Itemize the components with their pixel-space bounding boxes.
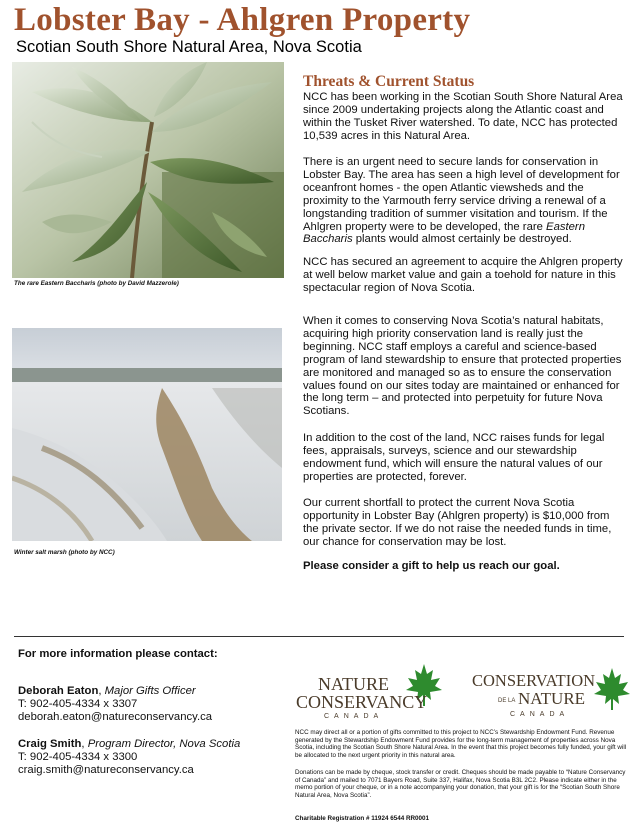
- divider: [14, 636, 624, 637]
- species-name: Eastern Baccharis: [303, 220, 585, 246]
- contact-name-line: Craig Smith, Program Director, Nova Scotia: [18, 738, 241, 750]
- logo-text-nature: NATURE: [318, 674, 389, 694]
- contact-name: Craig Smith: [18, 738, 82, 750]
- paragraph: Our current shortfall to protect the current Nova Scotia opportunity in Lobster Bay (Ahlgren property) is $10,000 from the private sector. If we do not raise the needed funds in time, our chance for conservation may be lost.: [303, 497, 612, 548]
- paragraph: When it comes to conserving Nova Scotia’s natural habitats, acquiring high priority conservation land is really just the beginning. NCC staff employs a careful and science-based program of land stewardship to ensure that protected properties are monitored and managed so as to ensure the conservation values found on our sites today are maintained or enhanced for the long term – and protected into perpetuity for future Nova Scotians.: [303, 315, 622, 418]
- contact-name: Deborah Eaton: [18, 685, 99, 697]
- logo-text-nature: NATURE: [518, 689, 586, 708]
- fine-print: Donations can be made by cheque, stock transfer or credit. Cheques should be made payable to “Nature Conservancy of Canada” and mailed to 7071 Bayers Road, Suite 337, Halifax, Nova Scotia B3L 2C2. Please indicate either in the memo portion of your cheque, or in a note accompanying your donation, that your gift is for the “Scotian South Shore Natural Area, Nova Scotia”.: [295, 769, 626, 799]
- contact-email[interactable]: craig.smith@natureconservancy.ca: [18, 764, 194, 776]
- charitable-registration: Charitable Registration # 11924 6544 RR0001: [295, 815, 430, 822]
- call-to-action: Please consider a gift to help us reach our goal.: [303, 560, 560, 572]
- contact-name-line: Deborah Eaton, Major Gifts Officer: [18, 685, 196, 697]
- logo-text-conservancy: CONSERVANCY: [296, 692, 428, 712]
- photo2-caption: Winter salt marsh (photo by NCC): [14, 549, 115, 556]
- paragraph: [303, 156, 625, 246]
- contact-heading: For more information please contact:: [18, 648, 218, 660]
- section-heading: Threats & Current Status: [303, 73, 475, 90]
- contact-card: [18, 738, 240, 777]
- winter-salt-marsh-photo: [12, 328, 282, 541]
- paragraph: NCC has been working in the Scotian South Shore Natural Area since 2009 undertaking projects along the Atlantic coast and within the Tusket River watershed. To date, NCC has protected 10,539 acres in this Natural Area.: [303, 91, 623, 142]
- contact-role: Major Gifts Officer: [104, 685, 196, 697]
- contact-phone: T: 902-405-4334 x 3300: [18, 751, 138, 763]
- maple-leaf-icon: [594, 668, 630, 710]
- paragraph: In addition to the cost of the land, NCC raises funds for legal fees, appraisals, surveys, science and our stewardship endowment fund, which will ensure the natural values of our properties are protected, forever.: [303, 432, 605, 483]
- contact-email[interactable]: deborah.eaton@natureconservancy.ca: [18, 711, 213, 723]
- paragraph: NCC has secured an agreement to acquire the Ahlgren property at well below market value and gain a toehold for nature in this spectacular region of Nova Scotia.: [303, 256, 623, 294]
- nature-conservancy-logo: [294, 662, 444, 718]
- logo-text-canada: CANADA: [324, 713, 384, 718]
- page-title: Lobster Bay - Ahlgren Property: [14, 2, 471, 38]
- conservation-nature-logo: [470, 662, 630, 718]
- logo-text-conservation: CONSERVATION: [472, 671, 596, 690]
- page-subtitle: Scotian South Shore Natural Area, Nova Scotia: [16, 38, 362, 56]
- contact-role: Program Director, Nova Scotia: [87, 738, 241, 750]
- paragraph-text: plants would almost certainly be destroyed.: [352, 233, 572, 246]
- contact-card: [18, 685, 212, 724]
- photo1-caption: The rare Eastern Baccharis (photo by David Mazzerole): [14, 280, 179, 287]
- eastern-baccharis-photo: [12, 62, 284, 278]
- logo-text-de-la: DE LA: [498, 698, 516, 704]
- fine-print: NCC may direct all or a portion of gifts committed to this project to NCC’s Stewardship Endowment Fund. Revenue generated by the Stewardship Endowment Fund provides for the long-term management of properties across Nova Scotia, including the Scotian South Shore Natural Area. In the event that this project becomes fully funded, your gift will be allocated to the next urgent priority in this natural area.: [295, 729, 627, 759]
- contact-phone: T: 902-405-4334 x 3307: [18, 698, 138, 710]
- paragraph-text: There is an urgent need to secure lands for conservation in Lobster Bay. The area has seen a high level of development for oceanfront homes - the open Atlantic viewsheds and the proximity to the Yarmouth ferry service driving a renewal of a longstanding tradition of summer visitation and tourism. If the Ahlgren property were to be developed, the rare: [303, 156, 620, 233]
- logo-text-canada: CANADA: [510, 711, 570, 718]
